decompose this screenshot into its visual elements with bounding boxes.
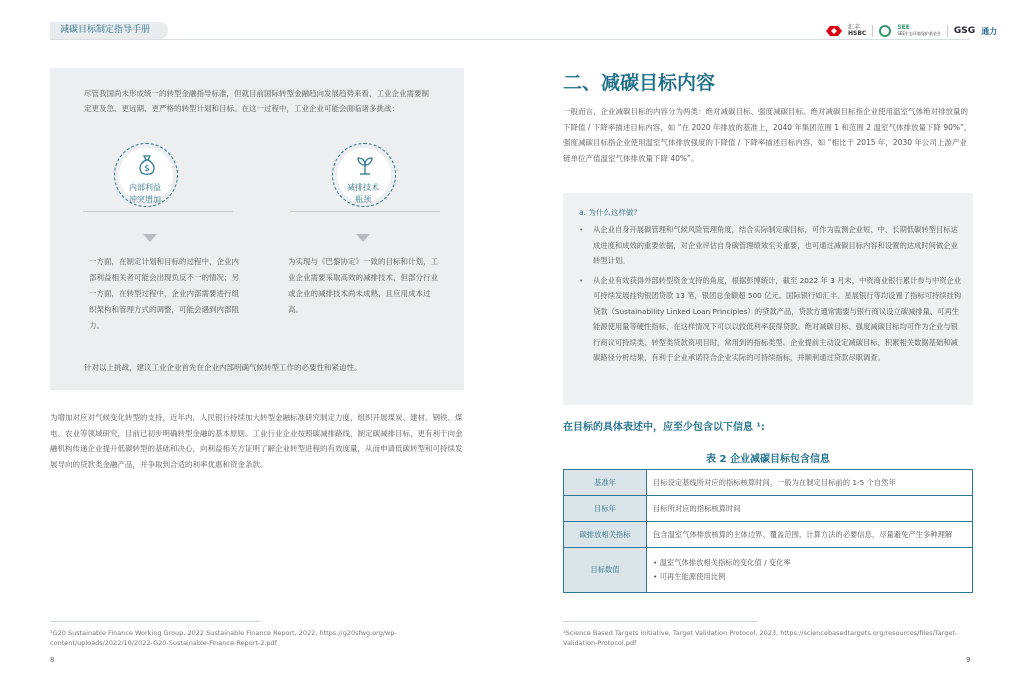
svg-text:$: $ [144,164,150,174]
list-item: • 从企业自身开展碳管理和气候风险管理角度，结合实际制定碳目标，可作为监测企业短、中、长期低碳转型目标达成进度和成效的重要依据，对企业评估自身碳管理绩效至关重要，也可通过减碳目标内容和设置的达成时间做企业转型计划。 [579,222,963,269]
table-key: 目标数值 [564,548,647,593]
see-logo-text: SEE SEE生态环境保护基金会 [897,24,941,36]
challenge-1-label: 内部利益 冲突增加 [129,183,161,204]
list-item: • 从企业有效获得外部转型资金支持的角度，根据彭博统计，截至 2022 年 3 月末，中资商业银行累计参与中资企业可持续发展挂钩银团贷款 13 笔，银团总金额超 500 亿元。国际银行如汇丰、星展银行等均设置了指标可持续挂钩贷款（Sustainability Linked Loan Principles）的贷款产品，贷款方通常需要与银行商议设立碳减排量、可再生能源使用量等硬性指标，在这样情况下可以以较低利率获得贷款。绝对减碳目标、强度减碳目标均可作为企业与银行商议可持续类、转型类贷款资项目时，常用到的指标类型。企业提前主动设定减碳目标，积累相关数据基础和减碳路径分析结果，有利于企业承诺符合企业实际的可持续指标，并顺利通过贷款尽职调查。 [579,273,963,366]
tongli-logo: 通力 [981,26,998,36]
right-footnote: ¹Science Based Targets initiative, Target Validation Protocol, 2023, https://sciencebasedtargets.org/resources/files/Target-Validation-Protocol.pdf [563,629,958,647]
arrow-down-icon [143,234,157,242]
left-body-text: 为增加对应对气候变化转型的支持，近年内，人民银行持续加大转型金融标准研究制定力度，组织开展煤炭、建材、钢铁、煤电、农业等领域研究，目前已初步明确转型金融的基本原则。工业行业企业按照碳减排路线、制定碳减排目标，更有利于向金融机构传递企业提升低碳转型的基础和决心，向利益相关方证明了解企业转型进程的有效度量，从而申请低碳转型和可持续发展导向的贷款类金融产品，并争取到合适的利率优惠和资金条款。 [50,413,463,469]
see-logo-icon [879,25,891,37]
challenges-panel [50,68,464,390]
list-item: • 可再生能源使用比例 [653,570,966,584]
footnote-divider [50,621,260,622]
page-number-right: 9 [966,656,971,664]
challenges-conclusion: 针对以上挑战，建议工业企业首先在企业内部明确气候转型工作的必要性和紧迫性。 [84,363,362,372]
table-key: 基准年 [564,470,647,496]
gsg-logo: GSG [953,26,976,36]
footnote-divider [563,621,758,622]
document-title-tab: 减碳目标制定指导手册 [50,22,168,39]
arrow-down-icon [356,234,370,242]
list-item: • 温室气体排放相关指标的变化值 / 变化率 [653,556,966,570]
challenges-intro: 尽管我国尚未形成统一的转型金融指导标准，但就目前国际转型金融趋向发展趋势来看，工业企业需要制定更及急、更远期、更严格的转型计划和目标。在这一过程中，工业企业可能会面临诸多挑战： [84,89,429,113]
header-divider [50,39,970,40]
left-footnote: ¹G20 Sustainable Finance Working Group, 2022 Sustainable Finance Report, 2022, https://g20sfwg.org/wp-content/uploads/2022/10/2022-G20-Sustainable-Finance-Report-2.pdf [50,629,397,647]
page-number-left: 8 [50,656,55,664]
table-row [564,548,973,593]
table-value: 包含温室气体排放核算的主体边界、覆盖范围、计算方法的必要信息，尽量避免产生多种理解 [647,522,973,548]
hsbc-logo-icon [826,26,842,36]
table-title: 表 2 企业减碳目标包含信息 [706,454,830,465]
column-divider-left [83,211,233,212]
info-subheading: 在目标的具体表述中，应至少包含以下信息 ¹: [563,422,765,433]
why-question: a. 为什么这样做？ [579,208,641,217]
logo-separator [872,25,873,37]
hsbc-logo-text: 汇丰 HSBC [848,24,867,37]
table-key: 目标年 [564,496,647,522]
column-divider-right [290,211,440,212]
challenge-1-description: 一方面，在制定计划和目标的过程中，企业内部利益相关者可能会出现负反不一的情况；另一方面，在转型过程中，企业内部需要进行组织架构和管理方式的调整，可能会遇到内部阻力。 [89,257,239,330]
right-intro-text: 一般而言，企业减碳目标的内容分为两类：绝对减碳目标、强度减碳目标。绝对减碳目标指企业使用温室气体绝对排放量的下降值 / 下降率描述目标内容，如 “在 2020 年排放的基准上，2040 年集团范围 1 和范围 2 温室气体排放量下降 90%”，强度减碳目标指企业使用温室气体排放强度的下降值 / 下降率描述目标内容，如 “相比于 2015 年，2030 年公司上游产业链单位产值温室气体排放量下降 40%”。 [563,107,972,163]
partner-logos [826,23,997,39]
table-value: 目标所对应的指标核算时间 [647,496,973,522]
money-bag-icon [135,153,159,177]
table-key: 碳排放相关指标 [564,522,647,548]
plant-icon [353,153,377,177]
table-row [564,470,973,496]
challenge-2-description: 为实现与《巴黎协定》一致的目标和计划，工业企业需要采取高效的减排技术，但部分行业或企业的减排技术尚未成熟，且应用成本过高。 [288,257,438,314]
why-bullets [579,222,963,366]
table-row [564,522,973,548]
challenge-2-label: 减排技术 瓶颈 [347,183,379,204]
section-heading: 二、减碳目标内容 [563,72,716,94]
table-row [564,496,973,522]
logo-separator [947,25,948,37]
target-info-table [563,469,973,593]
table-value: 目标设定基线所对应的指标核算时间，一般为在制定目标前的 1-5 个自然年 [647,470,973,496]
table-value [647,548,973,593]
